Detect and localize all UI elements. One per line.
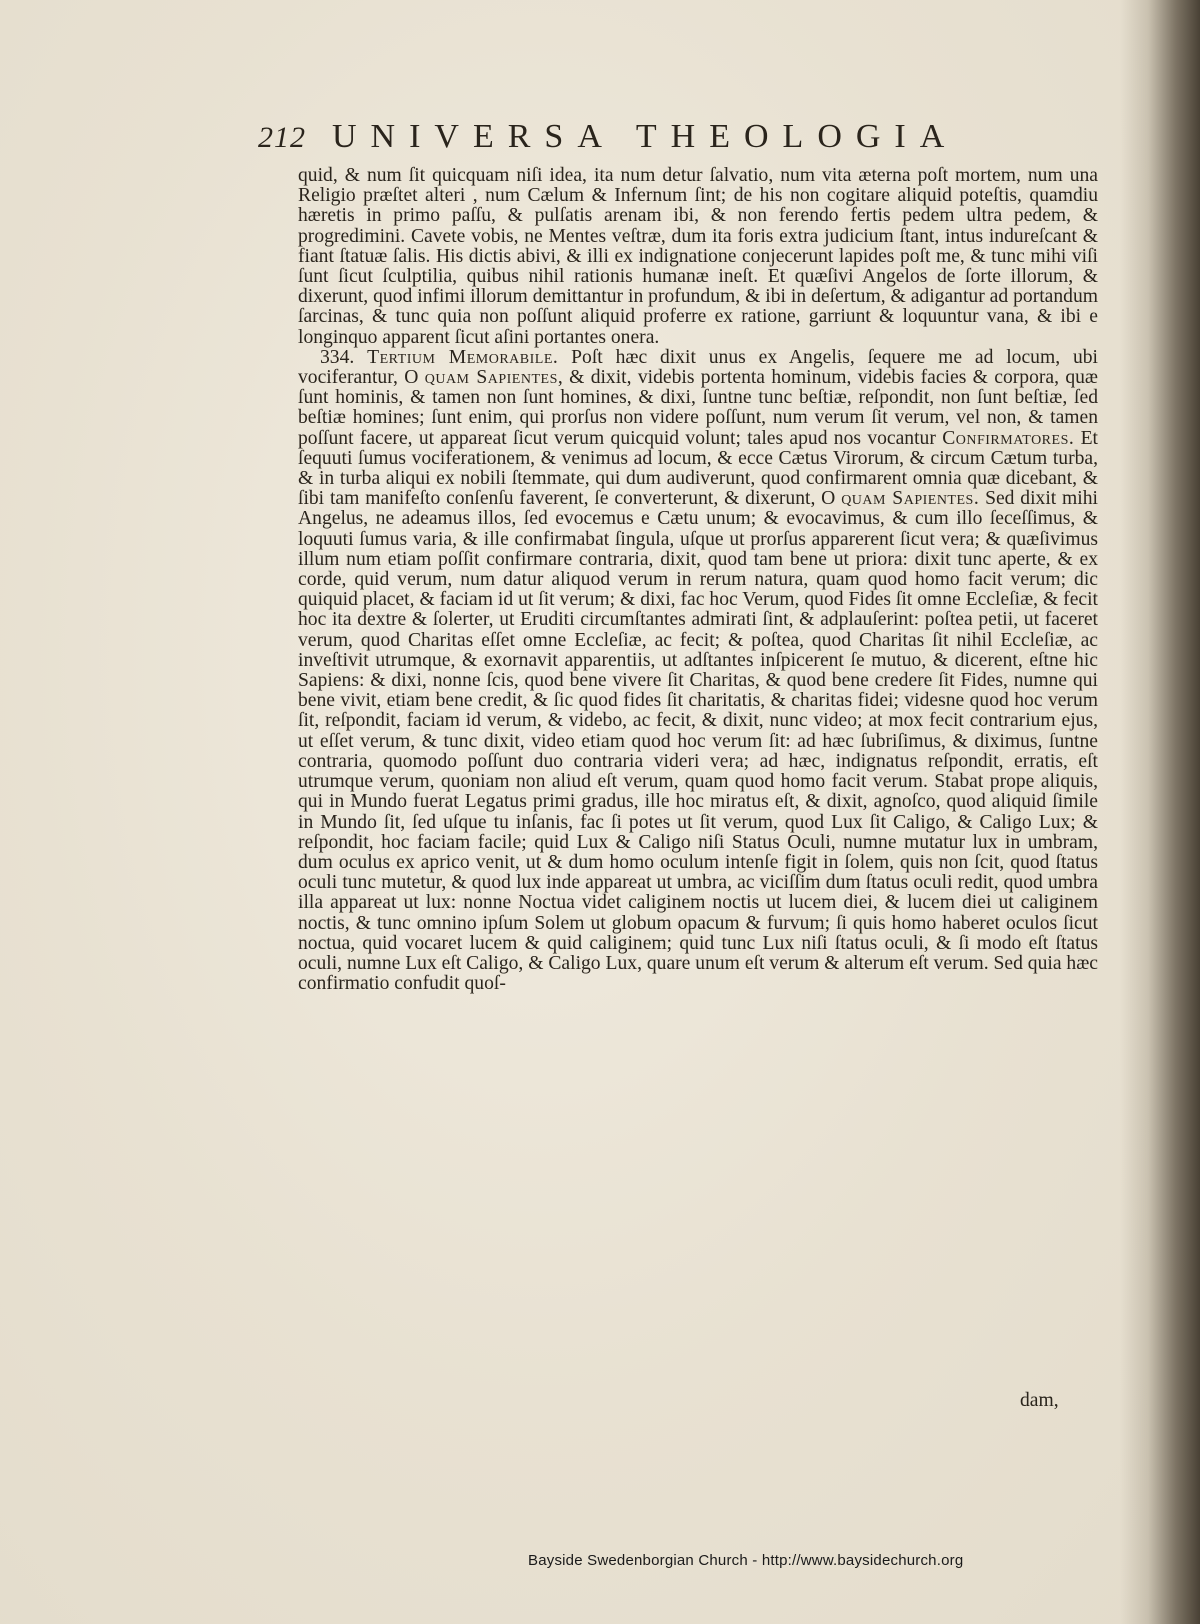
page-header — [258, 118, 1008, 164]
footer-credit: Bayside Swedenborgian Church - http://www.baysidechurch.org — [528, 1552, 964, 1569]
smallcaps-phrase-3: quam Sapientes. — [841, 488, 980, 510]
running-title: UNIVERSA THEOLOGIA — [332, 118, 959, 155]
paragraph-2-text-d: Sed dixit mihi Angelus, ne adeamus illos, ſed evocemus e Cætu unum; & evocavimus, & cum illo ſeceſſimus, & loquuti ſumus varia, & ille confirmabat ſingula, uſque ut prorſus apparerent ſicut vera; & quæſivimus illum num etiam poſſit confirmare contraria, dixit, quod tam bene ut priora: dixit tunc aperte, & ex corde, quid verum, num datur aliquod verum in rerum natura, quam quod homo facit verum; dic quiquid placet, & faciam id ut ſit verum; & dixi, fac hoc Verum, quod Fides ſit omne Eccleſiæ, & fecit hoc ita dextre & ſolerter, ut Eruditi circumſtantes admirati ſint, & adplauſerint: poſtea petii, ut faceret verum, quod Charitas eſſet omne Eccleſiæ, ac fecit; & poſtea, quod Charitas ſit nihil Eccleſiæ, ac inveſtivit utrumque, & exornavit apparentiis, ut adſtantes inſpicerent ſe mutuo, & dicerent, eſtne hic Sapiens: & dixi, nonne ſcis, quod bene vivere ſit Charitas, & quod bene credere ſit Fides, numne qui bene vivit, etiam bene credit, & ſic quod fides ſit charitatis, & charitas fidei; videsne quod hoc verum ſit, reſpondit, faciam id verum, & videbo, ac fecit, & dixit, nunc video; at mox fecit contrarium ejus, ut eſſet verum, & tunc dixit, video etiam quod hoc verum ſit: ad hæc ſubriſimus, & diximus, ſuntne contraria, quomodo poſſunt duo contraria videri vera; ad hæc, indignatus reſpondit, erratis, eſt utrumque verum, quoniam non aliud eſt verum, quam quod homo facit verum. Stabat prope aliquis, qui in Mundo fuerat Legatus primi gradus, ille hoc miratus eſt, & dixit, agnoſco, quod aliquid ſimile in Mundo ſit, ſed uſque tu inſanis, fac ſi potes ut ſit verum, quod Lux ſit Caligo, & Caligo Lux; & reſpondit, hoc faciam facile; quid Lux & Caligo niſi Status Oculi, numne mutatur lux in umbram, dum oculus ex aprico venit, ut & dum homo oculum intenſe figit in ſolem, quis non ſcit, quod ſtatus oculi tunc mutetur, & quod lux inde appareat ut umbra, ac viciſſim dum ſtatus oculi redit, quod umbra illa appareat ut lux: nonne Noctua videt caliginem noctis ut lucem diei, & lucem diei ut caliginem noctis, & tunc omnino ipſum Solem ut globum opacum & furvum; ſi quis homo haberet oculos ſicut noctua, quid vocaret lucem & quid caliginem; quid tunc Lux niſi ſtatus oculi, & ſi modo eſt ſtatus oculi, numne Lux eſt Caligo, & Caligo Lux, quare unum eſt verum & alterum eſt verum. Sed quia hæc confirmatio confudit quoſ- — [298, 488, 1098, 995]
memorabile-heading: Tertium Memorabile. — [367, 346, 559, 368]
paragraph-2 — [298, 348, 1098, 995]
smallcaps-phrase-1: quam Sapientes — [424, 367, 558, 389]
page-number: 212 — [258, 121, 306, 154]
paragraph-1: quid, & num ſit quicquam niſi idea, ita num detur ſalvatio, num vita æterna poſt mortem, num una Religio præſtet alteri , num Cælum & Infernum ſint; de his non cogitare aliquid poteſtis, quamdiu hæretis in primo paſſu, & pulſatis arenam ibi, & non ferendo fertis pedem ultra pedem, & progredimini. Cavete vobis, ne Mentes veſtræ, dum ita foris extra judicium ſtant, intus indureſcant & fiant ſtatuæ ſalis. His dictis abivi, & illi ex indignatione conjecerunt lapides poſt me, & tunc mihi viſi ſunt ſicut ſculptilia, quibus nihil rationis humanæ ineſt. Et quæſivi Angelos de ſorte illorum, & dixerunt, quod infimi illorum demittantur in profundum, & ibi in deſertum, & adigantur ad portandum ſarcinas, & tunc quia non poſſunt aliquid proferre ex ratione, garriunt & loquuntur vana, & ibi e longinquo apparent ſicut aſini portantes onera. — [298, 165, 1098, 348]
paragraph-number: 334. — [320, 346, 355, 368]
paragraph-2-text-c: Et ſequuti ſumus vociferationem, & venimus ad locum, & ecce Cætus Virorum, & circum Cætum turba, & in turba aliqui ex nobili ſtemmate, qui dum audiverunt, quod confirmarent omnia quæ dicebant, & ſibi tam manifeſto conſenſu faverent, ſe converterunt, & dixerunt, O — [298, 427, 1098, 510]
body-text — [298, 166, 1098, 994]
smallcaps-phrase-2: Confirmatores. — [942, 427, 1075, 449]
paragraph-2-text-b: , & dixit, videbis portenta hominum, videbis facies & corpora, quæ ſunt hominis, & tamen non ſunt homines, & dixi, ſuntne tunc beſtiæ, reſpondit, non ſunt beſtiæ, ſed beſtiæ homines; ſunt enim, qui prorſus non videre poſſunt, num verum ſit verum, vel non, & tamen poſſunt facere, ut appareat ſicut verum quicquid volunt; tales apud nos vocantur — [298, 367, 1099, 449]
spine-shadow — [1120, 0, 1200, 1624]
catchword: dam, — [1020, 1390, 1059, 1411]
paragraph-2-text-a: Poſt hæc dixit unus ex Angelis, ſequere me ad locum, ubi vociferantur, O — [298, 346, 1098, 389]
